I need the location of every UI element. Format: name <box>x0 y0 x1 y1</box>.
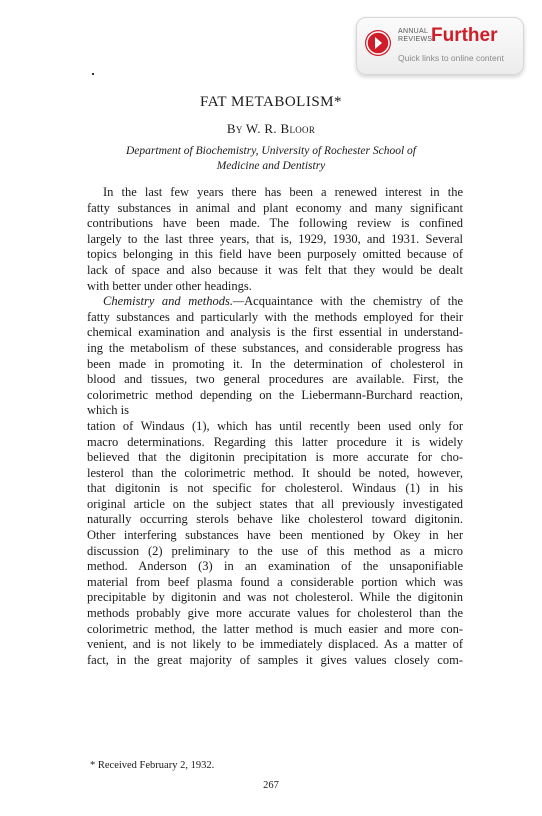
body-line: colorimetric method depending on the Liebermann-Burchard reaction, <box>87 387 463 402</box>
body-line: believed that the digitonin precipitation is more accurate for cho- <box>87 450 463 465</box>
body-line: ing the metabolism of these substances, and considerable progress has <box>87 340 463 355</box>
body-line: Other interfering substances have been mentioned by Okey in her <box>87 528 463 543</box>
footnote: * Received February 2, 1932. <box>90 760 215 771</box>
body-line: blood and tissues, two general procedures are available. First, the <box>87 372 463 387</box>
section-heading: Chemistry and methods.— <box>103 294 245 309</box>
body-line: fatty substances and particularly with the methods employed for their <box>87 309 463 324</box>
banner-subtitle[interactable]: Quick links to online content <box>398 53 504 63</box>
article-author: By W. R. Bloor <box>226 121 316 136</box>
body-line: chemical examination and analysis is the first essential in understand- <box>87 325 463 340</box>
body-line: original article on the subject states that all previously investigated <box>87 496 463 511</box>
banner-title[interactable]: Further <box>431 25 498 46</box>
body-line: naturally occurring sterols behave like cholesterol toward digitonin. <box>87 512 463 527</box>
body-line: topics belonging in this field have been purposely omitted because of <box>87 247 463 262</box>
page-speck <box>92 73 94 75</box>
body-line: method. Anderson (3) in an examination of the unsaponifiable <box>87 559 463 574</box>
further-links-banner[interactable] <box>356 17 524 75</box>
body-line: that digitonin is not specific for cholesterol. Windaus (1) in his <box>87 481 463 496</box>
banner-org-name: ANNUAL REVIEWS <box>398 28 433 43</box>
article-body <box>87 185 463 668</box>
article-title: FAT METABOLISM* <box>199 94 342 110</box>
body-line: fatty substances in animal and plant economy and many significant <box>87 200 463 215</box>
body-line: lack of space and also because it was felt that they would be dealt <box>87 262 463 277</box>
body-line: largely to the last three years, that is, 1929, 1930, and 1931. Several <box>87 231 463 246</box>
body-line: macro determinations. Regarding this latter procedure it is widely <box>87 434 463 449</box>
body-line: which is <box>87 403 130 418</box>
body-line: Chemistry and methods.—Acquaintance with the chemistry of the <box>103 294 463 309</box>
body-line: discussion (2) preliminary to the use of this method as a micro <box>87 543 463 558</box>
annual-reviews-logo-icon <box>365 30 391 56</box>
body-line: with better under other headings. <box>87 278 252 293</box>
body-line: tation of Windaus (1), which has until recently been used only for <box>87 418 463 433</box>
body-line: venient, and is not likely to be immediately displaced. As a matter of <box>87 637 463 652</box>
page-number: 267 <box>263 780 279 791</box>
body-line: material from beef plasma found a considerable portion which was <box>87 574 463 589</box>
article-affiliation: Department of Biochemistry, University of Rochester School of Medicine and Dentistry <box>126 145 416 172</box>
body-line: precipitable by digitonin and was not cholesterol. While the digitonin <box>87 590 463 605</box>
body-line: been made in promoting it. In the determination of cholesterol in <box>87 356 463 371</box>
body-line: contributions have been made. The following review is confined <box>87 216 463 231</box>
body-line: fact, in the great majority of samples it gives values closely com- <box>87 652 463 667</box>
body-line: methods probably give more accurate values for cholesterol than the <box>87 606 463 621</box>
body-line: colorimetric method, the latter method is much easier and more con- <box>87 621 463 636</box>
body-line: lesterol than the colorimetric method. It should be noted, however, <box>87 465 463 480</box>
body-line: In the last few years there has been a renewed interest in the <box>103 185 463 199</box>
